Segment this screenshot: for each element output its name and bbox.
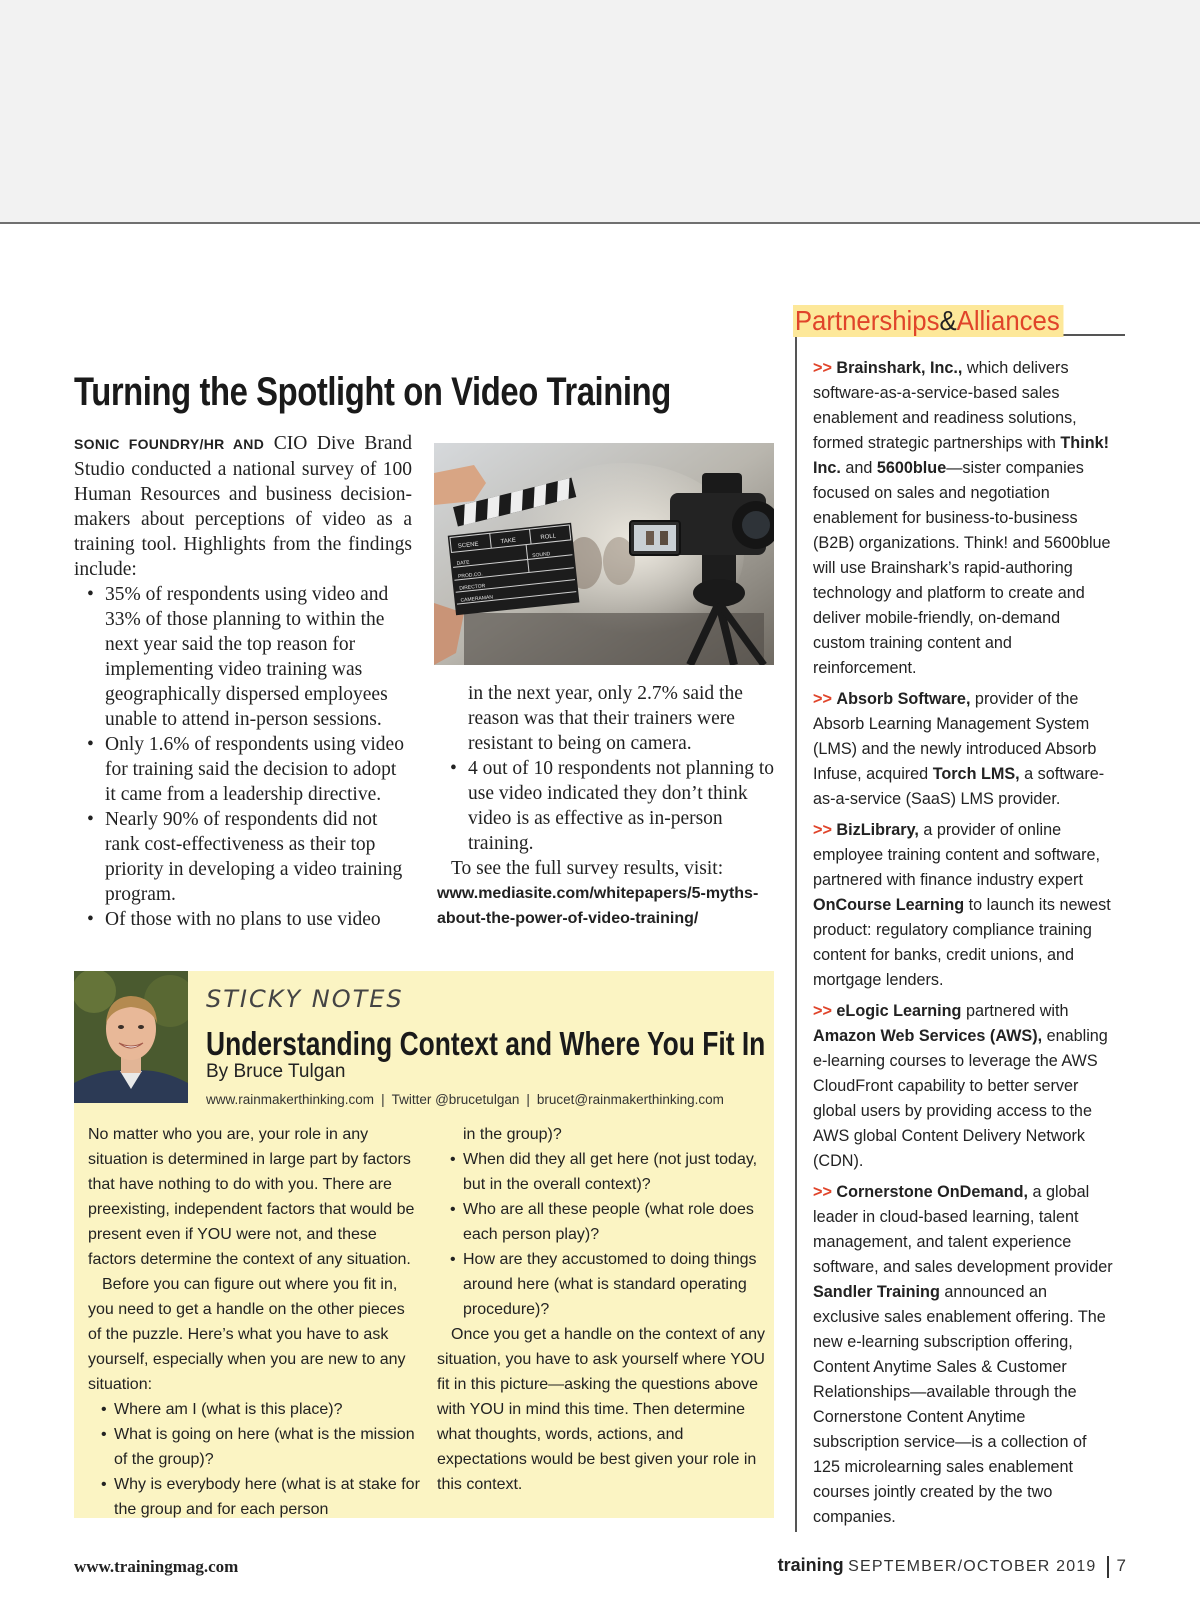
sidebar-title-part2: Alliances	[956, 305, 1060, 336]
clapper-label-roll: ROLL	[540, 533, 557, 542]
partner-name: Torch LMS,	[932, 765, 1020, 783]
author-byline: By Bruce Tulgan	[206, 1061, 346, 1082]
list-item: • Only 1.6% of respondents using video for training said the decision to adopt it came from a leadership directive.	[74, 732, 412, 807]
separator: |	[381, 1092, 385, 1107]
footer-website-link[interactable]: www.trainingmag.com	[74, 1557, 239, 1576]
full-results-text: To see the full survey results, visit:	[451, 858, 724, 879]
item-text: partnered with	[961, 1002, 1069, 1020]
clapper-label-scene: SCENE	[457, 541, 479, 550]
item-text: announced an exclusive sales enablement offering. The new e-learning subscription offering, Content Anytime Sales & Customer Relationships—available through the Cornerstone Content Anytime subscription service—is a collection of 125 microlearning sales enablement courses jointly created by the two companies.	[813, 1283, 1106, 1526]
question-list	[88, 1397, 420, 1522]
article-intro	[74, 431, 412, 582]
partner-name: Think! Inc.	[813, 434, 1109, 477]
sticky-title: Understanding Context and Where You Fit In	[206, 1025, 766, 1062]
arrow-icon: >>	[813, 821, 832, 839]
list-item: • When did they all get here (not just today, but in the overall context)?	[437, 1147, 767, 1197]
sidebar-title-amp: &	[939, 305, 957, 336]
list-item: • Why is everybody here (what is at stake for the group and for each person	[88, 1472, 420, 1522]
partnership-item	[813, 999, 1115, 1174]
author-website-link[interactable]: www.rainmakerthinking.com	[206, 1092, 375, 1107]
question-list-continued	[437, 1147, 767, 1322]
clapper-label-cameraman: CAMERAMAN	[460, 594, 494, 604]
item-text: enabling e-learning courses to leverage the AWS CloudFront capability to better server global users by providing access to the AWS global Content Delivery Network (CDN).	[813, 1027, 1108, 1170]
clapper-label-date: DATE	[456, 559, 470, 567]
list-item: • Nearly 90% of respondents did not rank cost-effectiveness as their top priority in developing a video training program.	[74, 807, 412, 907]
author-email-link[interactable]: brucet@rainmakerthinking.com	[536, 1092, 724, 1107]
arrow-icon: >>	[813, 690, 832, 708]
article-column-2	[437, 681, 774, 931]
partnership-item	[813, 356, 1115, 681]
item-text: a software-as-a-service (SaaS) LMS provider.	[813, 765, 1105, 808]
sidebar-title-part1: Partnerships	[794, 305, 940, 336]
video-training-photo	[434, 443, 774, 665]
clapperboard-camera-image	[434, 443, 774, 665]
partnership-item	[813, 687, 1115, 812]
list-item: • 35% of respondents using video and 33% of those planning to within the next year said the top reason for implementing video training was geographically dispersed employees unable to attend in-person sessions.	[74, 582, 412, 732]
list-item: • 4 out of 10 respondents not planning to use video indicated they don’t think video is as effective as in-person training.	[437, 756, 774, 856]
lead-in-caps: SONIC FOUNDRY/HR AND	[74, 436, 265, 452]
sticky-paragraph-2: Before you can figure out where you fit in, you need to get a handle on the other pieces of the puzzle. Here’s what you have to ask yourself, especially when you are new to any situation:	[88, 1276, 406, 1393]
partner-name: Sandler Training	[813, 1283, 940, 1301]
list-item: • What is going on here (what is the mission of the group)?	[88, 1422, 420, 1472]
list-item-continued: in the next year, only 2.7% said the reason was that their trainers were resistant to being on camera.	[468, 683, 743, 754]
clapper-label-prodco: PROD.CO.	[457, 571, 484, 580]
footer-divider	[1107, 1556, 1109, 1578]
partnerships-list	[813, 356, 1115, 1536]
footer-issue-info	[778, 1555, 1126, 1578]
list-item: • Where am I (what is this place)?	[88, 1397, 420, 1422]
company-name: Absorb Software,	[836, 690, 971, 708]
list-item-continued: in the group)?	[463, 1126, 562, 1143]
sticky-notes-label: STICKY NOTES	[206, 985, 404, 1013]
item-text: —sister companies focused on sales and negotiation enablement for business-to-business (B2B) organizations. Think! and 5600blue will use Brainshark’s rapid-authoring technology and platform to create and deliver mobile-friendly, on-demand custom training content and reinforcement.	[813, 459, 1111, 677]
sticky-column-2	[437, 1122, 767, 1497]
page-number: 7	[1116, 1556, 1126, 1575]
partner-name: OnCourse Learning	[813, 896, 965, 914]
arrow-icon: >>	[813, 1183, 832, 1201]
item-text: and	[840, 459, 877, 477]
item-text: which delivers software-as-a-service-based sales enablement and readiness solutions, formed strategic partnerships with	[813, 359, 1077, 452]
item-text: provider of the Absorb Learning Management System (LMS) and the newly introduced Absorb Infuse, acquired	[813, 690, 1097, 783]
partner-name: 5600blue	[876, 459, 947, 477]
article-column-1	[74, 431, 412, 932]
company-name: eLogic Learning	[836, 1002, 962, 1020]
findings-list	[74, 582, 412, 932]
survey-url-link[interactable]: www.mediasite.com/whitepapers/5-myths-about-the-power-of-video-training/	[437, 885, 759, 927]
sticky-paragraph-3: Once you get a handle on the context of any situation, you have to ask yourself where YOU fit in this picture—asking the questions above with YOU in mind this time. Then determine what thoughts, words, actions, and expectations would be best given your role in this context.	[437, 1326, 765, 1493]
item-text: to launch its newest product: regulatory compliance training content for banks, credit unions, and mortgage lenders.	[813, 896, 1111, 989]
sticky-column-1	[88, 1122, 420, 1522]
sidebar-title	[793, 305, 1063, 337]
sidebar-vertical-rule	[795, 336, 797, 1532]
partnership-item	[813, 818, 1115, 993]
company-name: BizLibrary,	[836, 821, 919, 839]
author-photo-image	[74, 971, 188, 1103]
article-headline: Turning the Spotlight on Video Training	[74, 370, 671, 414]
clapper-label-director: DIRECTOR	[459, 583, 486, 592]
separator: |	[526, 1092, 530, 1107]
partner-name: Amazon Web Services (AWS),	[813, 1027, 1043, 1045]
author-contact-line	[206, 1092, 724, 1107]
partnership-item	[813, 1180, 1115, 1530]
item-text: a global leader in cloud-based learning, talent management, and talent experience software, and sales development provider	[813, 1183, 1113, 1276]
list-item: • Of those with no plans to use video	[74, 907, 412, 932]
sticky-paragraph-1: No matter who you are, your role in any situation is determined in large part by factors that have nothing to do with you. There are preexisting, independent factors that would be present even if YOU were not, and these factors determine the context of any situation.	[88, 1126, 415, 1268]
item-text: a provider of online employee training content and software, partnered with finance industry expert	[813, 821, 1101, 889]
company-name: Brainshark, Inc.,	[836, 359, 963, 377]
intro-text: CIO Dive Brand Studio conducted a national survey of 100 Human Resources and business decision-makers about perceptions of video as a training tool. Highlights from the findings include:	[74, 433, 412, 580]
author-portrait	[74, 971, 188, 1103]
findings-list-continued	[437, 756, 774, 856]
arrow-icon: >>	[813, 359, 832, 377]
footer-issue-date: SEPTEMBER/OCTOBER 2019	[848, 1558, 1097, 1575]
list-item: • Who are all these people (what role does each person play)?	[437, 1197, 767, 1247]
list-item: • How are they accustomed to doing things around here (what is standard operating procedure)?	[437, 1247, 767, 1322]
footer-brand: training	[777, 1555, 844, 1575]
clapper-label-take: TAKE	[500, 537, 517, 546]
arrow-icon: >>	[813, 1002, 832, 1020]
company-name: Cornerstone OnDemand,	[836, 1183, 1029, 1201]
blank-header-band	[0, 0, 1200, 224]
clapper-label-sound: SOUND	[532, 551, 551, 559]
author-twitter-link[interactable]: Twitter @brucetulgan	[391, 1092, 520, 1107]
